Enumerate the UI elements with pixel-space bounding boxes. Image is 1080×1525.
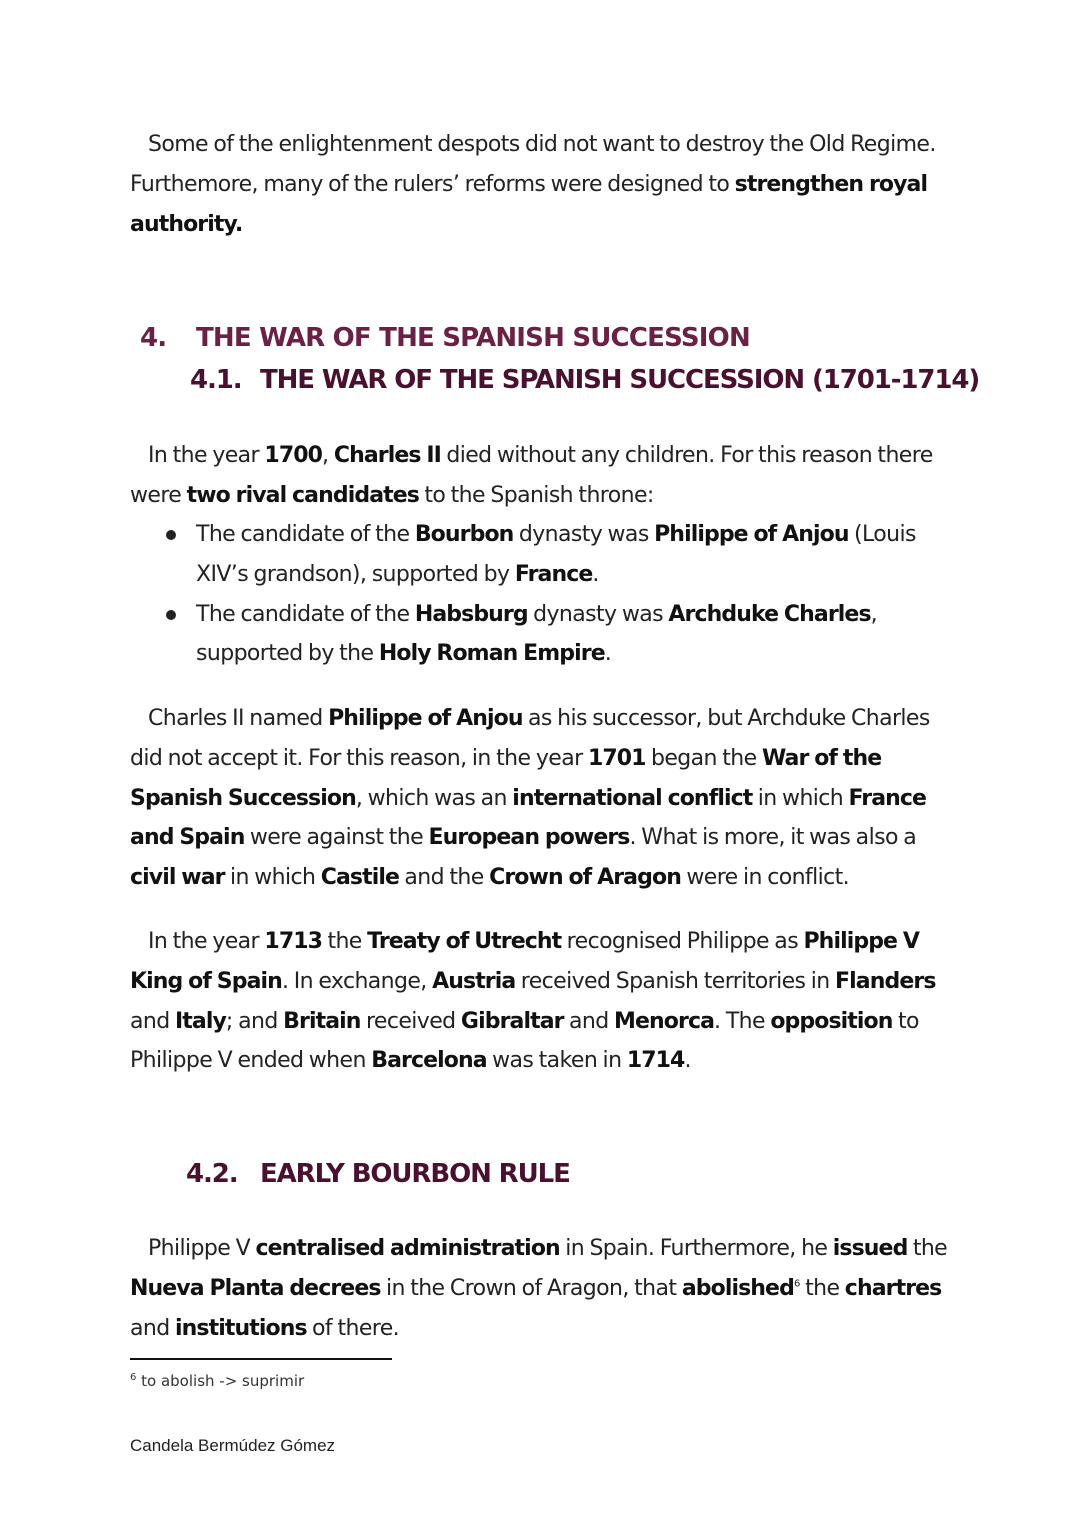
intro-paragraph: Some of the enlightenment despots did not want to destroy the Old Regime. Furthemore, many of the rulers’ reforms were designed to strengthen royal authority. — [130, 132, 936, 237]
section-4-1-number: 4.1. — [190, 365, 242, 395]
section-4-1-title: THE WAR OF THE SPANISH SUCCESSION (1701-1714) — [260, 365, 980, 395]
war-paragraph: Charles II named Philippe of Anjou as his successor, but Archduke Charles did not accept it. For this reason, in the year 1701 began the War of the Spanish Succession, which was an international conflict in which France and Spain were against the European powers. What is more, it was also a civil war in which Castile and the Crown of Aragon were in conflict. — [130, 706, 930, 891]
candidates-list — [160, 515, 960, 674]
treaty-paragraph: In the year 1713 the Treaty of Utrecht recognised Philippe as Philippe V King of Spain. In exchange, Austria received Spanish territories in Flanders and Italy; and Britain received Gibraltar and Menorca. The opposition to Philippe V ended when Barcelona was taken in 1714. — [130, 929, 936, 1074]
section-4-heading — [140, 320, 750, 356]
footnote-text: to abolish -> suprimir — [136, 1372, 305, 1390]
section-4-number: 4. — [140, 323, 167, 353]
footnote — [130, 1370, 304, 1392]
list-item: The candidate of the Bourbon dynasty was Philippe of Anjou (Louis XIV’s grandson), supported by France. — [160, 515, 960, 595]
list-item: The candidate of the Habsburg dynasty was Archduke Charles, supported by the Holy Roman Empire. — [160, 595, 960, 675]
section-4-2-heading — [186, 1156, 570, 1192]
section-4-1-heading — [190, 362, 979, 398]
section-4-title: THE WAR OF THE SPANISH SUCCESSION — [196, 323, 750, 353]
bourbon-paragraph: Philippe V centralised administration in Spain. Furthermore, he issued the Nueva Planta decrees in the Crown of Aragon, that abolished$^6$ the chartres and institutions of there. — [130, 1236, 948, 1341]
intro-bold: strengthen royal authority. — [130, 171, 928, 237]
author-name: Candela Bermúdez Gómez — [130, 1436, 336, 1455]
succession-paragraph: In the year 1700, Charles II died without any children. For this reason there were two rival candidates to the Spanish throne: — [130, 443, 933, 508]
section-4-2-number: 4.2. — [186, 1159, 238, 1189]
footnote-marker: 6 — [130, 1372, 137, 1383]
footnote-divider — [130, 1358, 392, 1360]
footnote-reference[interactable]: 6 — [793, 1278, 800, 1290]
bullet-icon — [166, 610, 176, 620]
section-4-2-title: EARLY BOURBON RULE — [260, 1159, 570, 1189]
bullet-icon — [166, 530, 176, 540]
